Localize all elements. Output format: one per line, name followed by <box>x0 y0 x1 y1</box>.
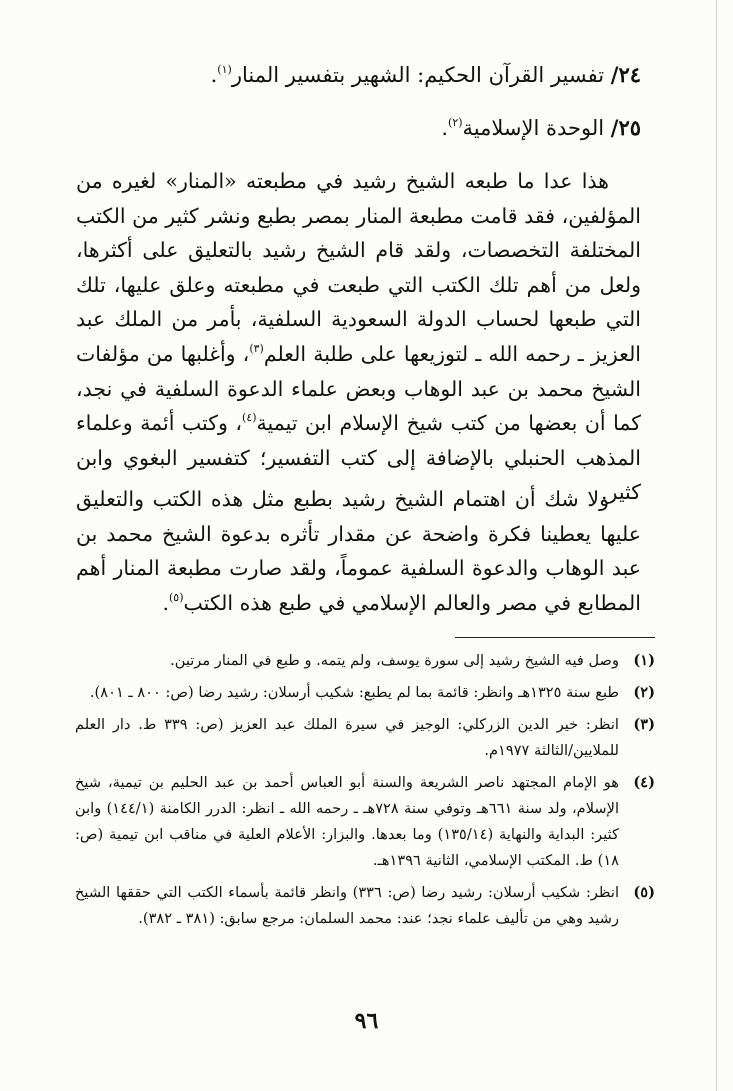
footnote-5 <box>75 880 655 932</box>
list-item-number: ٢٤/ <box>610 62 641 87</box>
footnote-text: طبع سنة ١٣٢٥هـ وانظر: قائمة بما لم يطبع: شكيب أرسلان: رشيد رضا (ص: ٨٠٠ ـ ٨٠١). <box>89 684 619 701</box>
footnote-text: هو الإمام المجتهد ناصر الشريعة والسنة أبو العباس أحمد بن عبد الحليم بن تيمية، شيخ الإسلام، ولد سنة ٦٦١هـ وتوفي سنة ٧٢٨هـ ـ رحمه الله ـ انظر: الدرر الكامنة (١٤٤/١) وابن كثير: البداية والنهاية (١٣٥/١٤) وما بعدها. والبزار: الأعلام العلية في مناقب ابن تيمية (ص: ١٨) ط. المكتب الإسلامي، الثانية ١٣٩٦هـ. <box>75 774 620 869</box>
footnote-ref: (٤) <box>242 411 257 425</box>
page-edge-line <box>716 0 717 1091</box>
footnote-separator <box>455 637 655 638</box>
footnote-ref: (٥) <box>169 590 184 604</box>
footnote-1 <box>75 648 655 674</box>
footnote-text: انظر: شكيب أرسلان: رشيد رضا (ص: ٣٣٦) وانظر قائمة بأسماء الكتب التي حققها الشيخ رشيد وهي من تأليف علماء نجد؛ عند: محمد السلمان: مرجع سابق: (٣٨١ ـ ٣٨٢). <box>75 884 619 927</box>
page-number: ٩٦ <box>354 1008 379 1034</box>
footnote-number: (٢) <box>633 684 655 701</box>
footnotes <box>75 648 655 938</box>
list-item-24: ٢٤/ تفسير القرآن الحكيم: الشهير بتفسير المنار$^{(١)}$. <box>210 62 641 87</box>
body-paragraph-1: هذا عدا ما طبعه الشيخ رشيد في مطبعته «المنار» لغيره من المؤلفين، فقد قامت مطبعة المنار بمصر بطبع ونشر كثير من الكتب المختلفة التخصصات، ولقد قام الشيخ رشيد بالتعليق على أكثرها، ولعل من أهم تلك الكتب التي طبعت في مطبعته وعلق عليها، تلك التي طبعها لحساب الدولة السعودية السلفية، بأمر من الملك عبد العزيز ـ رحمه الله ـ لتوزيعها على طلبة العلم$^{(٣)}$، وأغلبها من مؤلفات الشيخ محمد بن عبد الوهاب وبعض علماء الدعوة السلفية في نجد، كما أن بعضها من كتب شيخ الإسلام ابن تيمية$^{(٤)}$، وكتب أئمة وعلماء المذهب الحنبلي بالإضافة إلى كتب التفسير؛ كتفسير البغوي وابن كثير. <box>76 169 642 505</box>
footnote-4 <box>75 770 655 874</box>
footnote-text: وصل فيه الشيخ رشيد إلى سورة يوسف، ولم يتمه. و طبع في المنار مرتين. <box>170 652 619 669</box>
list-item-text: الوحدة الإسلامية <box>462 116 605 140</box>
footnote-2 <box>75 680 655 706</box>
footnote-number: (٤) <box>633 774 655 791</box>
footnote-number: (٥) <box>633 884 655 901</box>
body-paragraph-2: ولا شك أن اهتمام الشيخ رشيد بطبع مثل هذه الكتب والتعليق عليها يعطينا فكرة واضحة عن مقدار تأثره بدعوة الشيخ محمد بن عبد الوهاب والدعوة السلفية عموماً، ولقد صارت مطبعة المنار أهم المطابع في مصر والعالم الإسلامي في طبع هذه الكتب$^{(٥)}$. <box>76 487 641 615</box>
list-item-25: ٢٥/ الوحدة الإسلامية$^{(٢)}$. <box>441 115 641 140</box>
footnote-number: (٣) <box>633 716 655 733</box>
list-item-text: تفسير القرآن الحكيم: الشهير بتفسير المنار <box>231 63 605 87</box>
footnote-ref: (٢) <box>448 116 463 129</box>
list-item-number: ٢٥/ <box>610 115 641 140</box>
footnote-number: (١) <box>633 652 655 669</box>
footnote-text: انظر: خير الدين الزركلي: الوجيز في سيرة الملك عبد العزيز (ص: ٣٣٩ ط. دار العلم للملايين/الثالثة ١٩٧٧م. <box>75 716 619 759</box>
footnote-3 <box>75 712 655 764</box>
footnote-ref: (١) <box>217 63 232 76</box>
footnote-ref: (٣) <box>249 341 264 355</box>
